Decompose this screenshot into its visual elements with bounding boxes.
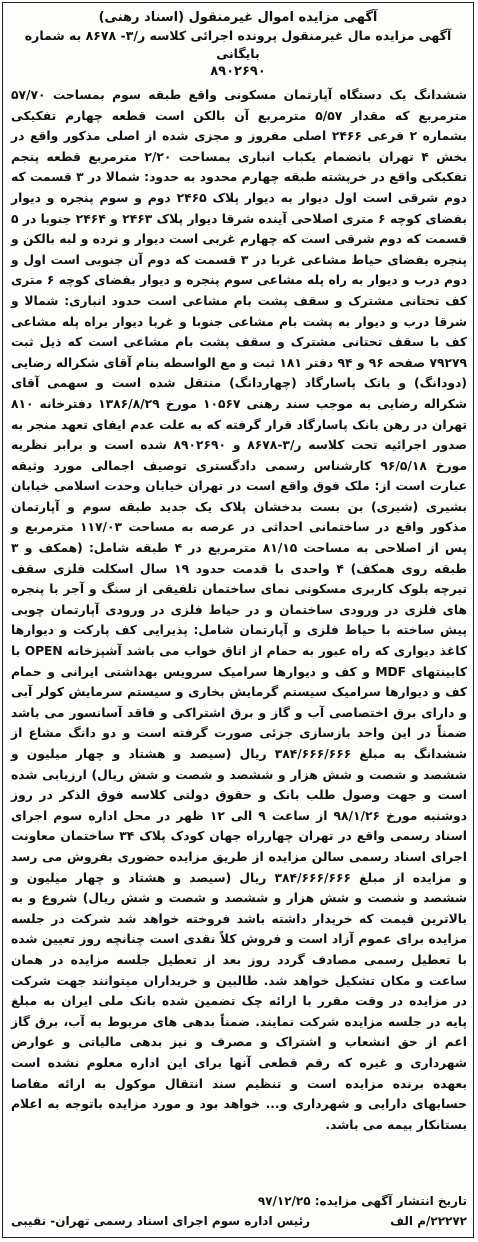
notice-body: ششدانگ یک دستگاه آپارتمان مسکونی واقع طبقه سوم بمساحت ۵۷/۷۰ مترمربع که مقدار ۵/۵۷ مترمربع آن بالکن است قطعه چهارم تفکیکی بشماره ۲ فرعی ۲۴۶۶ اصلی مفروز و مجزی شده از اصلی مذکور واقع در بخش ۴ تهران بانضمام یکباب انباری بمساحت ۲/۲۰ مترمربع قطعه پنجم تفکیکی واقع در خرپشته طبقه چهارم محدود به حدود: شمالا در ۳ قسمت که دوم شرقی است اول دیوار به دیوار پلاک ۲۴۶۵ دوم و سوم پنجره و دیوار بفضای کوچه ۶ متری اصلاحی آینده شرقا دیوار پلاک ۲۴۶۳ و ۲۴۶۴ جنوبا در ۵ قسمت که دوم شرقی است که چهارم غربی است دیوار و نرده و لبه بالکن و پنجره بفضای حیاط مشاعی غربا در ۳ قسمت که دوم آن جنوبی است اول و دوم درب و دیوار به راه پله مشاعی سوم پنجره و دیوار بفضای کوچه ۶ متری کف تحتانی مشترک و سقف پشت بام مشاعی است حدود انباری: شمالا و شرقا درب و دیوار به پشت بام مشاعی جنوبا و غربا دیوار براه پله مشاعی کف با سقف تحتانی مشترک و سقف پشت بام مشاعی است که ذیل ثبت ۷۹۲۷۹ صفحه ۹۶ و ۹۴ دفتر ۱۸۱ ثبت و مع الواسطه بنام آقای شکراله رضایی (دودانگ) و بانک پاسارگاد (چهاردانگ) منتقل شده است و سهمی آقای شکراله رضایی به موجب سند رهنی ۱۰۵۶۷ مورخ ۱۳۸۶/۸/۲۹ دفترخانه ۸۱۰ تهران در رهن بانک پاسارگاد قرار گرفته که به علت عدم ایفای تعهد منجر به صدور اجرائیه تحت کلاسه ر/۳-۸۶۷۸ و ۸۹۰۲۶۹۰ شده است و برابر نظریه مورخ ۹۶/۵/۱۸ کارشناس رسمی دادگستری توصیف اجمالی مورد وثیقه عبارت است از: ملک فوق واقع است در تهران خیابان وحدت اسلامی خیابان بشیری (شیری) بن بست بدخشان پلاک یک جدید طبقه سوم و آپارتمان مذکور واقع در ساختمانی احداثی در عرصه به مساحت ۱۱۷/۰۳ مترمربع و پس از اصلاحی به مساحت ۸۱/۱۵ مترمربع در ۴ طبقه شامل: (همکف و ۳ طبقه روی همکف) ۴ واحدی با قدمت حدود ۱۹ سال اسکلت فلزی سقف تیرچه بلوک کاربری مسکونی نمای ساختمان تلفیقی از سنگ و آجر با پنجره های فلزی در ورودی ساختمان و در حیاط فلزی در ورودی آپارتمان چوبی پیش ساخته با حیاط فلزی و آپارتمان شامل: پذیرایی کف پارکت و دیوارها کاغذ دیواری که راه عبور به حمام از اتاق خواب می باشد آشپزخانه OPEN با کابینتهای MDF و کف و دیوارها سرامیک سرویس بهداشتی ایرانی و حمام کف و دیوارها سرامیک سیستم گرمایش بخاری و سیستم سرمایش کولر آبی و دارای برق اختصاصی آب و گاز و برق اشتراکی و فاقد آسانسور می باشد ضمناً در این واحد بازسازی جزئی صورت گرفته است و دو دانگ مشاع از ششدانگ به مبلغ ۳۸۴/۶۶۶/۶۶۶ ریال (سیصد و هشتاد و چهار میلیون و ششصد و شصت و شش هزار و ششصد و شصت و شش ریال) ارزیابی شده است و جهت وصول طلب بانک و حقوق دولتی کلاسه فوق الذکر در روز دوشنبه مورخ ۹۸/۱/۲۶ از ساعت ۹ الی ۱۲ ظهر در محل اداره سوم اجرای اسناد رسمی واقع در تهران چهارراه جهان کودک پلاک ۳۴ ساختمان معاونت اجرای اسناد رسمی سالن مزایده از طریق مزایده حضوری بفروش می رسد و مزایده از مبلغ ۳۸۴/۶۶۶/۶۶۶ ریال (سیصد و هشتاد و چهار میلیون و ششصد و شصت و شش هزار و ششصد و شصت و شش ریال) شروع و به بالاترین قیمت که خریدار داشته باشد فروخته خواهد شد شرکت در جلسه مزایده برای عموم آزاد است و فروش کلاً نقدی است چنانچه روز تعیین شده با تعطیل رسمی مصادف گردد روز بعد از تعطیل جلسه مزایده در همان ساعت و مکان تشکیل خواهد شد. طالبین و خریداران میتوانند جهت شرکت در مزایده در وقت مقرر با ارائه چک تضمین شده بانک ملی ایران به مبلغ پایه در جلسه مزایده شرکت نمایند. ضمناً بدهی های مربوط به آب، برق گاز اعم از حق انشعاب و اشتراک و مصرف و نیز بدهی مالیاتی و عوارض شهرداری و غیره که رقم قطعی آنها برای این اداره معلوم نشده است بعهده برنده مزایده است و تنظیم سند انتقال موکول به ارائه مفاصا حسابهای دارایی و شهرداری و... خواهد بود و مورد مزایده باتوجه به اعلام بستانکار بیمه می باشد. bbox=[11, 88, 468, 1132]
archive-number: ۸۹۰۲۶۹۰ bbox=[210, 64, 266, 79]
footer-signature-row bbox=[11, 1211, 467, 1231]
notice-title: آگهی مزایده اموال غیرمنقول (اسناد رهنی) bbox=[98, 10, 378, 25]
reference-code: ۲۲۲۷۲/م الف bbox=[390, 1214, 467, 1228]
notice-footer bbox=[11, 1191, 467, 1231]
publish-date: تاریخ انتشار آگهی مزایده: ۹۷/۱۲/۲۵ bbox=[257, 1194, 467, 1208]
signature: رئیس اداره سوم اجرای اسناد رسمی تهران- نقیبی bbox=[11, 1214, 311, 1228]
auction-notice bbox=[2, 2, 474, 1238]
notice-subtitle: آگهی مزایده مال غیرمنقول پرونده اجرائی کلاسه ر/۳- ۸۶۷۸ به شماره بایگانی bbox=[24, 28, 452, 61]
notice-header bbox=[3, 3, 473, 81]
